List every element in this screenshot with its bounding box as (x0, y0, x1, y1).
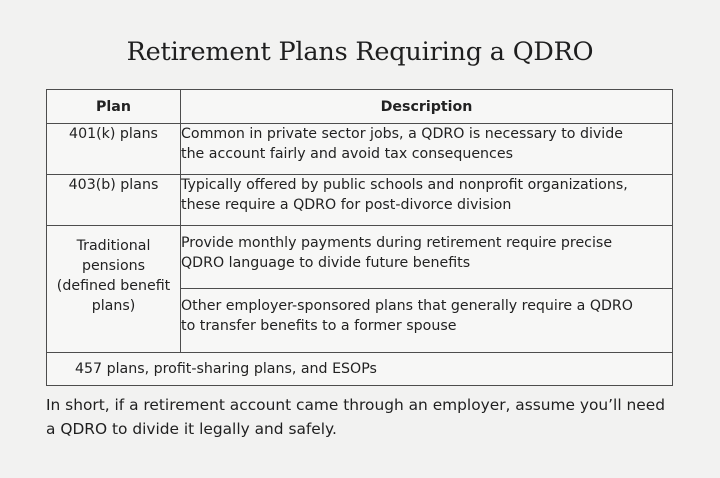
table-footer-row (47, 353, 673, 386)
description-line: QDRO language to divide future benefits (181, 255, 471, 271)
description-cell (181, 226, 673, 289)
description-line: to transfer benefits to a former spouse (181, 318, 457, 334)
summary-line: a QDRO to divide it legally and safely. (46, 420, 337, 438)
page-title: Retirement Plans Requiring a QDRO (126, 37, 594, 67)
plan-line: plans) (91, 298, 136, 314)
plan-line: (defined benefit (56, 278, 171, 294)
footer-row-cell: 457 plans, profit-sharing plans, and ESOPs (47, 353, 673, 386)
plan-cell: 401(k) plans (47, 124, 181, 175)
description-line: Provide monthly payments during retirement require precise (181, 235, 613, 251)
description-cell (181, 289, 673, 353)
description-line: Typically offered by public schools and nonprofit organizations, (181, 177, 628, 193)
table-header-row (47, 90, 673, 124)
description-line: Other employer-sponsored plans that generally require a QDRO (181, 298, 633, 314)
description-line: Common in private sector jobs, a QDRO is necessary to divide (181, 126, 623, 142)
plan-cell: 403(b) plans (47, 175, 181, 226)
description-line: the account fairly and avoid tax consequences (181, 146, 513, 162)
description-cell (181, 175, 673, 226)
plans-table (46, 89, 673, 386)
plan-line: Traditional (76, 238, 151, 254)
plan-line: pensions (81, 258, 146, 274)
description-line: these require a QDRO for post-divorce division (181, 197, 512, 213)
plan-column-header: Plan (47, 90, 181, 124)
table-row (47, 226, 673, 289)
description-column-header: Description (181, 90, 673, 124)
table-row (47, 124, 673, 175)
summary-paragraph (46, 393, 686, 441)
description-cell (181, 124, 673, 175)
table-row (47, 175, 673, 226)
plan-cell (47, 226, 181, 353)
summary-line: In short, if a retirement account came through an employer, assume you’ll need (46, 396, 665, 414)
